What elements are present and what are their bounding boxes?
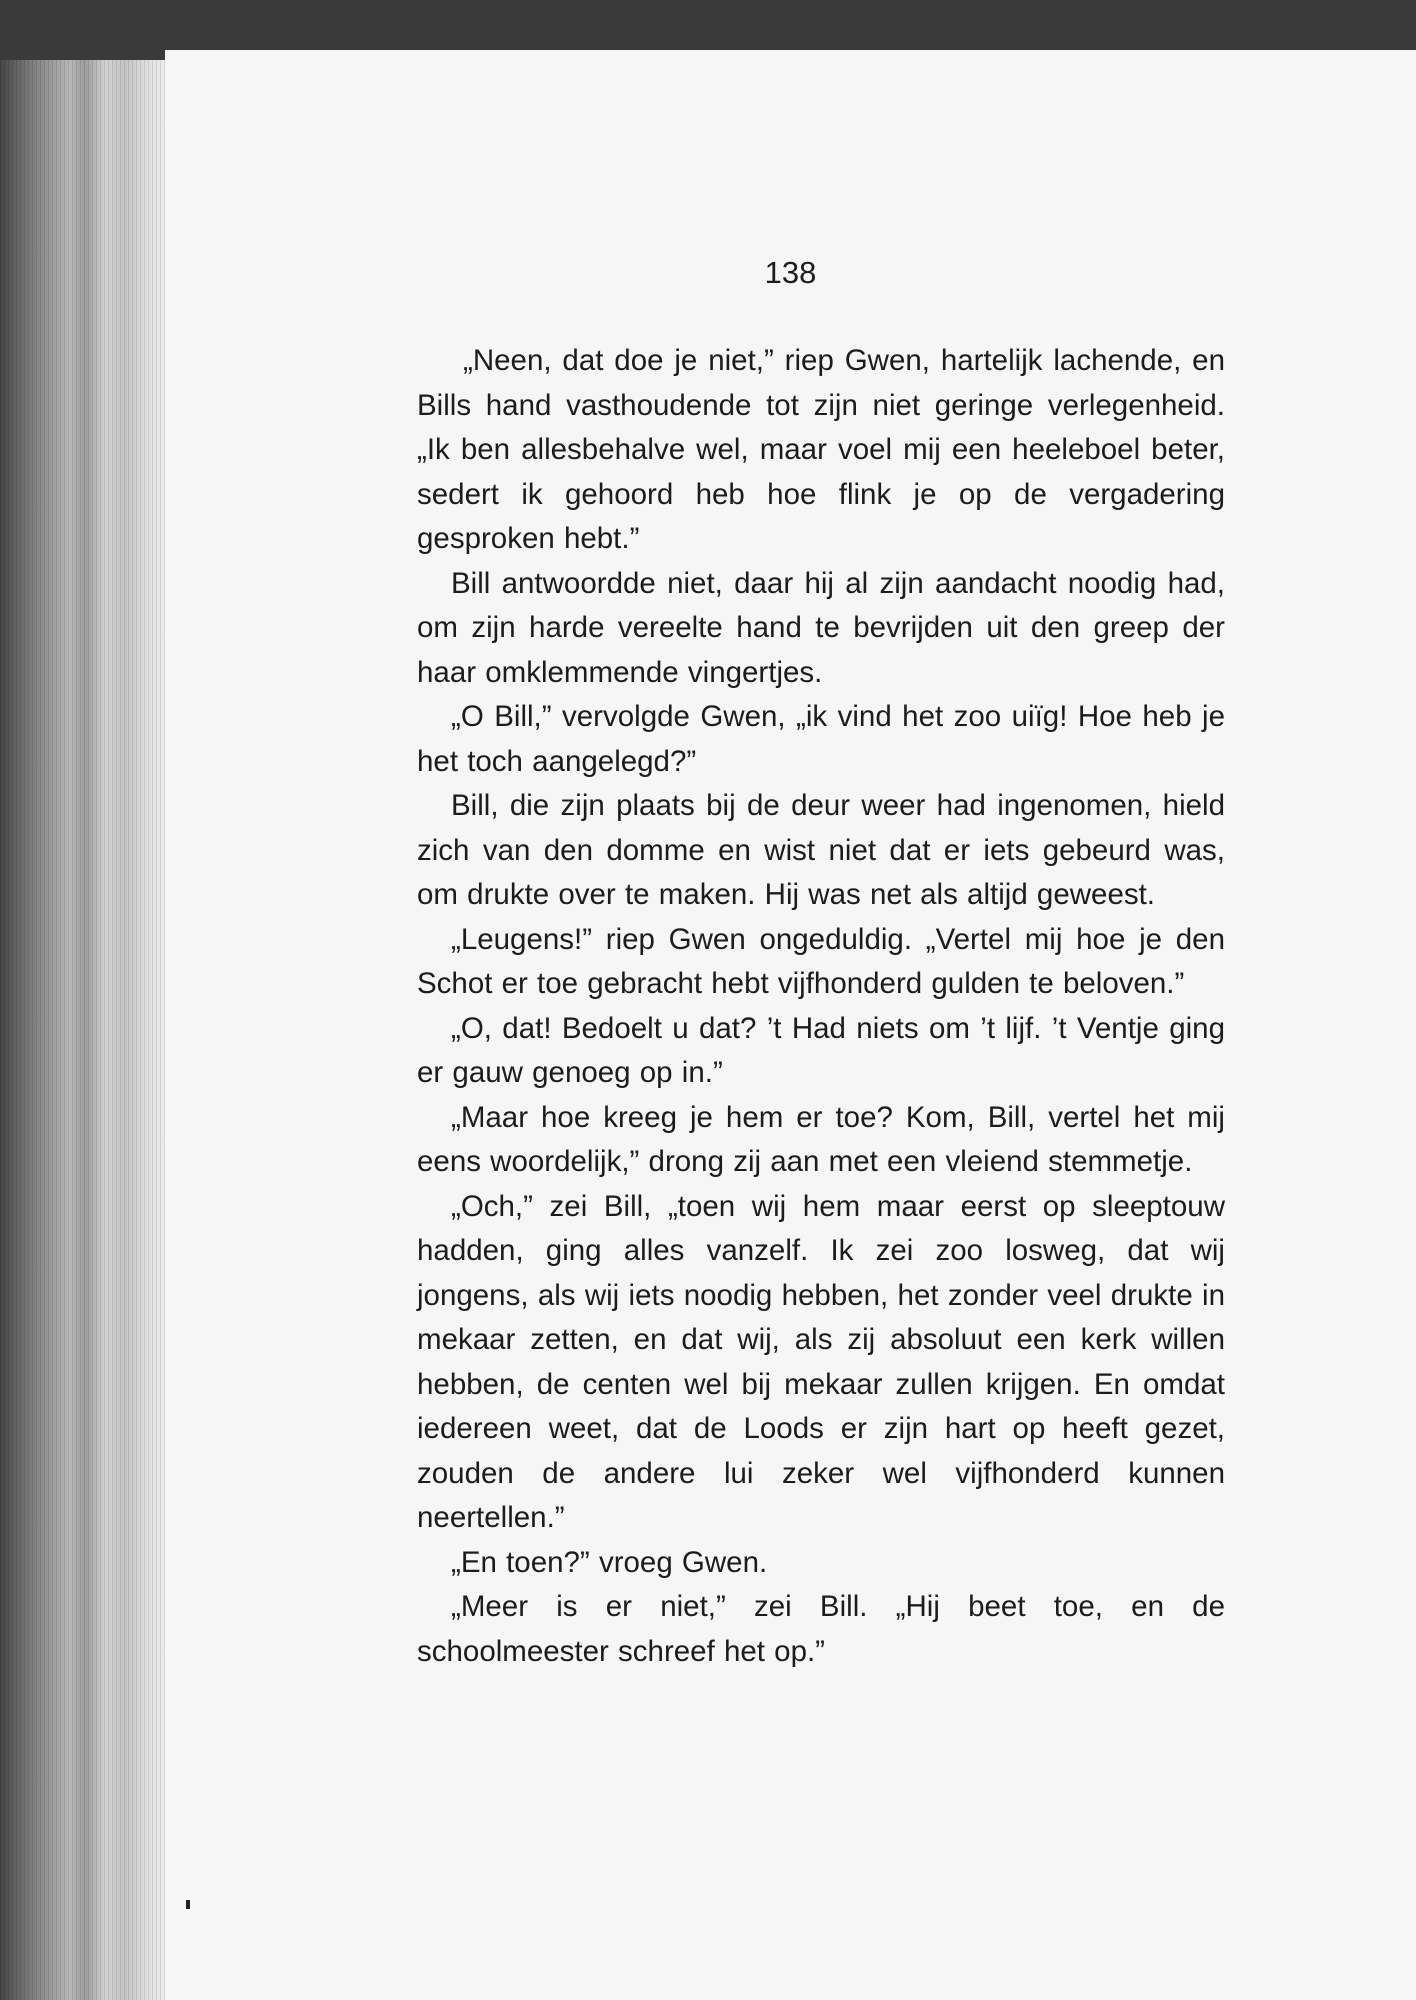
paragraph: „Meer is er niet,” zei Bill. „Hij beet toe, en de schoolmeester schreef het op.” xyxy=(417,1590,1225,1668)
paragraph: „En toen?” vroeg Gwen. xyxy=(451,1545,768,1579)
paragraph: „Leugens!” riep Gwen ongeduldig. „Vertel mij hoe je den Schot er toe gebracht hebt vijfhonderd gulden te beloven.” xyxy=(417,922,1225,1000)
page-number: 138 xyxy=(764,255,817,290)
paragraph: „Och,” zei Bill, „toen wij hem maar eerst op sleeptouw hadden, ging alles vanzelf. Ik zei zoo losweg, dat wij jongens, als wij iets noodig hebben, het zonder veel drukte in mekaar zetten, en dat wij, als zij absoluut een kerk willen hebben, de centen wel bij mekaar zullen krijgen. En omdat iedereen weet, dat de Loods er zijn hart op heeft gezet, zouden de andere lui zeker wel vijfhonderd kunnen neertellen.” xyxy=(417,1189,1225,1534)
paragraph: „Neen, dat doe je niet,” riep Gwen, hartelijk lachende, en Bills hand vasthoudende tot zijn niet geringe verlegenheid. „Ik ben allesbehalve wel, maar voel mij een heeleboel beter, sedert ik gehoord heb hoe flink je op de vergadering gesproken hebt.” xyxy=(417,344,1225,555)
paragraph: Bill antwoordde niet, daar hij al zijn aandacht noodig had, om zijn harde vereelte hand te bevrijden uit den greep der haar omklemmende vingertjes. xyxy=(417,566,1225,689)
paragraph: „Maar hoe kreeg je hem er toe? Kom, Bill, vertel het mij eens woordelijk,” drong zij aan met een vleiend stemmetje. xyxy=(417,1100,1225,1178)
ink-speck xyxy=(186,1900,190,1909)
book-page xyxy=(165,50,1416,2000)
paragraph: „O Bill,” vervolgde Gwen, „ik vind het zoo uiïg! Hoe heb je het toch aangelegd?” xyxy=(417,700,1225,778)
text-block xyxy=(417,339,1225,1674)
paragraph: Bill, die zijn plaats bij de deur weer had ingenomen, hield zich van den domme en wist niet dat er iets gebeurd was, om drukte over te maken. Hij was net als altijd geweest. xyxy=(417,789,1225,911)
paragraph: „O, dat! Bedoelt u dat? ’t Had niets om ’t lijf. ’t Ventje ging er gauw genoeg op in.” xyxy=(417,1011,1225,1089)
